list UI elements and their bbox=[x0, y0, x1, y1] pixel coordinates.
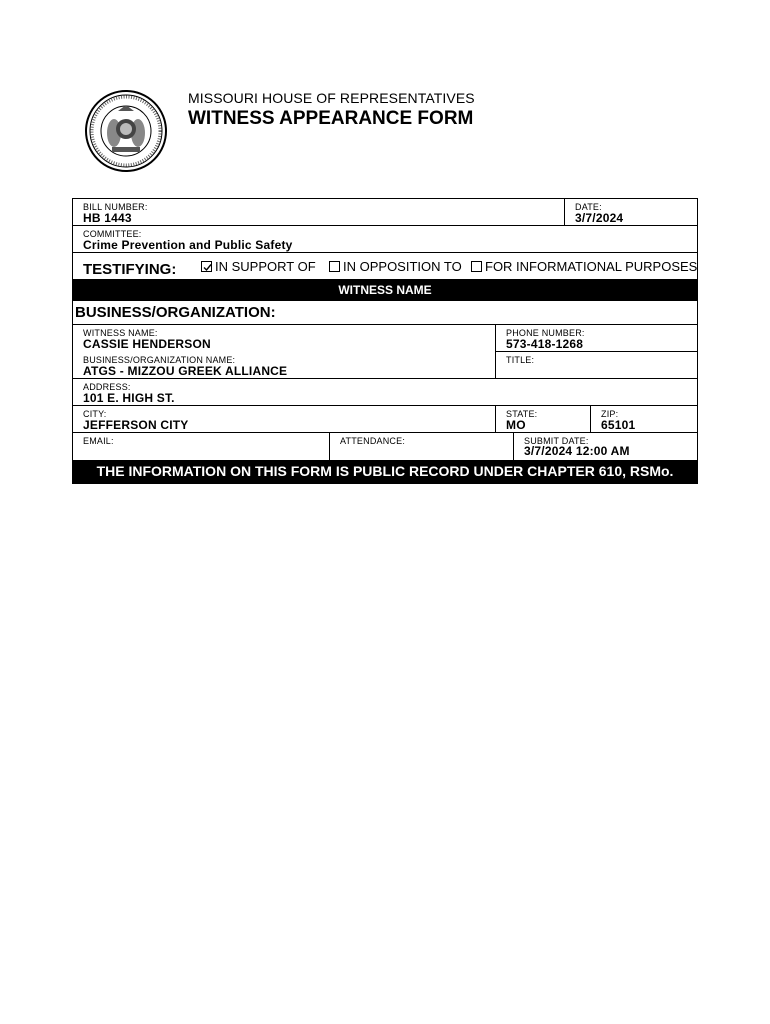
witness-form bbox=[72, 198, 698, 484]
witness-name-value: CASSIE HENDERSON bbox=[83, 337, 211, 351]
date-label: DATE: bbox=[575, 202, 602, 212]
option-support-label: IN SUPPORT OF bbox=[215, 259, 316, 274]
option-informational[interactable] bbox=[471, 259, 697, 274]
bill-row bbox=[73, 199, 697, 226]
bill-number-label: BILL NUMBER: bbox=[83, 202, 148, 212]
city-value: JEFFERSON CITY bbox=[83, 418, 189, 432]
submit-date-value: 3/7/2024 12:00 AM bbox=[524, 444, 630, 458]
option-opposition-label: IN OPPOSITION TO bbox=[343, 259, 462, 274]
state-seal-icon bbox=[84, 89, 168, 173]
zip-value: 65101 bbox=[601, 418, 636, 432]
checkbox-opposition[interactable] bbox=[329, 261, 340, 272]
address-row bbox=[73, 379, 697, 406]
org-name-row bbox=[73, 352, 697, 379]
committee-value: Crime Prevention and Public Safety bbox=[83, 238, 293, 252]
date-value: 3/7/2024 bbox=[575, 211, 624, 225]
attendance-label: ATTENDANCE: bbox=[340, 436, 406, 446]
witness-name-band: WITNESS NAME bbox=[73, 279, 697, 301]
email-row bbox=[73, 433, 697, 460]
testifying-label: TESTIFYING: bbox=[83, 261, 177, 278]
city-label: CITY: bbox=[83, 409, 107, 419]
org-name-label: BUSINESS/ORGANIZATION NAME: bbox=[83, 355, 236, 365]
witness-name-label: WITNESS NAME: bbox=[83, 328, 158, 338]
submit-date-label: SUBMIT DATE: bbox=[524, 436, 589, 446]
option-in-support[interactable] bbox=[201, 259, 316, 274]
state-label: STATE: bbox=[506, 409, 538, 419]
address-label: ADDRESS: bbox=[83, 382, 131, 392]
email-label: EMAIL: bbox=[83, 436, 114, 446]
form-title: WITNESS APPEARANCE FORM bbox=[188, 108, 474, 129]
public-record-notice: THE INFORMATION ON THIS FORM IS PUBLIC RECORD UNDER CHAPTER 610, RSMo. bbox=[73, 460, 697, 483]
zip-label: ZIP: bbox=[601, 409, 619, 419]
checkbox-informational[interactable] bbox=[471, 261, 482, 272]
org-name-value: ATGS - MIZZOU GREEK ALLIANCE bbox=[83, 364, 288, 378]
checkmark-icon bbox=[202, 262, 213, 273]
address-value: 101 E. HIGH ST. bbox=[83, 391, 175, 405]
phone-value: 573-418-1268 bbox=[506, 337, 584, 351]
title-label: TITLE: bbox=[506, 355, 535, 365]
state-value: MO bbox=[506, 418, 526, 432]
phone-label: PHONE NUMBER: bbox=[506, 328, 585, 338]
organization-name: MISSOURI HOUSE OF REPRESENTATIVES bbox=[188, 90, 475, 106]
business-heading-row bbox=[73, 301, 697, 325]
committee-row bbox=[73, 226, 697, 253]
business-heading: BUSINESS/ORGANIZATION: bbox=[75, 304, 276, 321]
bill-number-value: HB 1443 bbox=[83, 211, 132, 225]
testifying-row bbox=[73, 253, 697, 279]
option-informational-label: FOR INFORMATIONAL PURPOSES bbox=[485, 259, 698, 274]
checkbox-support[interactable] bbox=[201, 261, 212, 272]
committee-label: COMMITTEE: bbox=[83, 229, 142, 239]
option-in-opposition[interactable] bbox=[329, 259, 462, 274]
city-row bbox=[73, 406, 697, 433]
